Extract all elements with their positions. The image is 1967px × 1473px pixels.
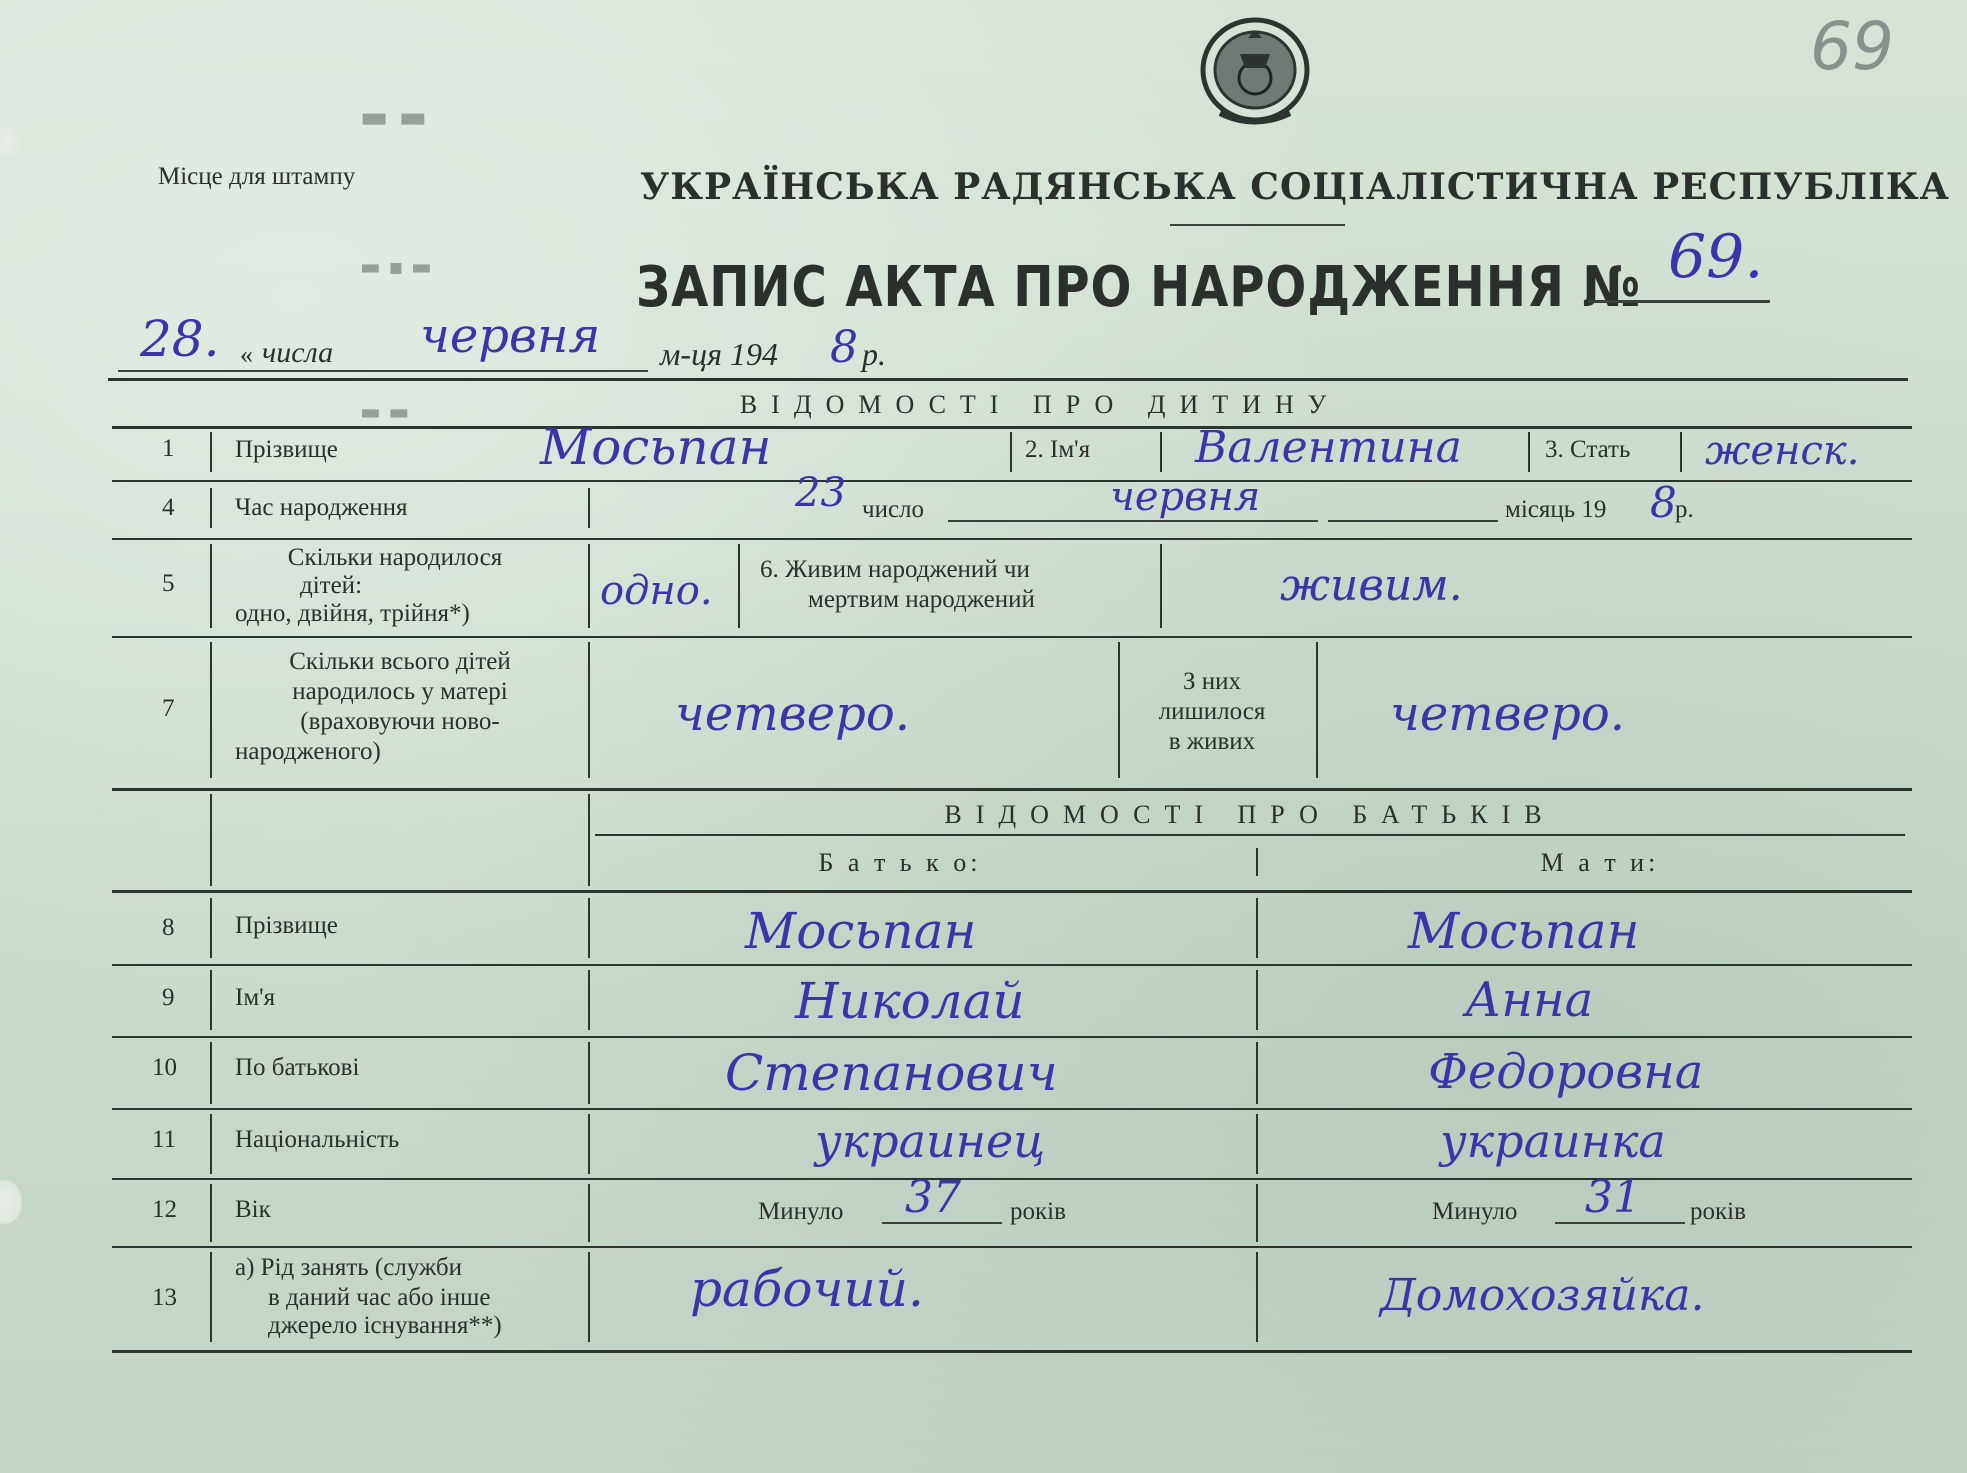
archive-sheet-number: 69 [1810,8,1894,85]
day-label: числа [262,336,334,369]
faded-stamp: ▬ ▪ ▬ [360,255,432,280]
column-divider [588,488,590,528]
column-divider [588,544,590,628]
row-number: 11 [152,1126,177,1153]
father-occupation-value: рабочий. [690,1260,924,1318]
registration-day-quote: « [240,340,253,369]
child-surname-label: Прізвище [235,436,338,463]
column-divider [210,544,212,628]
father-nationality-value: украинец [815,1114,1046,1168]
patronymic-label: По батькові [235,1054,360,1081]
column-divider [1256,1114,1258,1174]
children-count-value: одно. [600,568,713,614]
row-number: 7 [162,695,175,722]
children-count-label-2: дітей: [300,572,363,599]
column-divider [210,1184,212,1242]
column-divider [1316,642,1318,778]
row-rule [112,1178,1912,1180]
column-divider [1010,432,1012,472]
father-column-header: Б а т ь к о: [818,848,982,877]
row-number: 4 [162,494,175,521]
mother-surname-value: Мосьпан [1408,902,1640,960]
column-divider [210,488,212,528]
record-number: 69. [1668,222,1764,292]
column-divider [1118,642,1120,778]
surviving-value: четверо. [1390,686,1626,742]
birth-month-label: місяць 19 [1505,496,1607,523]
mother-patronymic-value: Федоровна [1428,1044,1704,1100]
row-number: 5 [162,570,175,597]
children-count-label-3: одно, двійня, трійня*) [235,600,470,627]
row-rule [112,538,1912,540]
father-age-value: 37 [905,1172,961,1223]
children-count-label-1: Скільки народилося [287,544,503,571]
row-rule [112,1246,1912,1248]
birth-day-value: 23 [795,470,846,516]
child-name-label: 2. Ім'я [1025,436,1091,463]
punch-hole [0,120,24,164]
parents-section-heading: ВІДОМОСТІ ПРО БАТЬКІВ [944,800,1556,829]
total-children-label-4: народженого) [235,738,381,765]
birth-day-label: число [862,496,925,523]
mother-occupation-value: Домохозяйка. [1380,1270,1705,1321]
surviving-label-2: лишилося [1158,698,1266,725]
surviving-label-3: в живих [1168,728,1256,755]
table-top-rule [108,378,1908,381]
column-divider [588,898,590,958]
section-rule [112,788,1912,791]
column-divider [1160,432,1162,472]
father-surname-value: Мосьпан [745,902,977,960]
column-divider [1256,1184,1258,1242]
republic-title: УКРАЇНСЬКА РАДЯНСЬКА СОЦІАЛІСТИЧНА РЕСПУБЛІКА [640,166,1950,208]
birth-month-value: червня [1110,474,1261,520]
column-divider [210,432,212,472]
child-section-heading: ВІДОМОСТІ ПРО ДИТИНУ [739,390,1341,419]
child-surname-value: Мосьпан [540,418,772,476]
column-divider [738,544,740,628]
column-divider [588,1042,590,1104]
faded-stamp: ▬ ▬ [360,400,410,425]
row-number: 13 [152,1284,177,1311]
punch-hole [0,1180,22,1224]
total-children-label-2: народилось у матері [292,678,508,705]
date-underline [118,370,648,372]
column-divider [210,1252,212,1342]
alive-born-label-1: 6. Живим народжений чи [760,556,1030,583]
title-rule [1170,224,1345,226]
mother-age-prefix: Минуло [1432,1198,1518,1225]
column-divider [210,794,212,886]
mother-age-underline [1555,1222,1685,1224]
row-rule [112,1036,1912,1038]
father-name-value: Николай [795,972,1025,1030]
faded-stamp: ▬ ▬ [360,100,428,135]
row-rule [595,834,1905,836]
column-divider [1256,1252,1258,1342]
mother-column-header: М а т и: [1540,848,1660,877]
row-number: 8 [162,914,175,941]
row-number: 12 [152,1196,177,1223]
row-rule [112,1108,1912,1110]
parent-surname-label: Прізвище [235,912,338,939]
column-divider [210,1114,212,1174]
father-age-suffix: років [1010,1198,1066,1225]
column-divider [1680,432,1682,472]
father-patronymic-value: Степанович [725,1044,1058,1102]
birth-month-underline [948,520,1318,522]
column-divider [1256,970,1258,1030]
year-suffix: р. [862,336,886,372]
column-divider [588,794,590,886]
column-divider [1256,848,1258,876]
mother-age-suffix: років [1690,1198,1746,1225]
birth-year-digit: 8 [1650,478,1677,527]
blank-underline [1328,520,1498,522]
nationality-label: Національність [235,1126,400,1153]
occupation-label-1: а) Рід занять (служби [235,1254,463,1281]
column-divider [588,970,590,1030]
month-label: м-ця 194 [660,336,778,372]
record-number-underline [1588,300,1770,303]
occupation-label-3: джерело існування**) [268,1312,502,1339]
column-divider [210,970,212,1030]
document-title: ЗАПИС АКТА ПРО НАРОДЖЕННЯ № [636,255,1642,320]
registration-month: червня [420,308,601,364]
mother-name-value: Анна [1465,972,1594,1028]
total-children-value: четверо. [675,686,911,742]
coat-of-arms-emblem [1190,8,1320,133]
child-sex-label: 3. Стать [1545,436,1631,463]
stamp-place-label: Місце для штампу [158,163,356,190]
child-sex-value: женск. [1705,428,1860,474]
column-divider [210,642,212,778]
column-divider [588,642,590,778]
column-divider [1256,898,1258,958]
birth-year-suffix: р. [1675,496,1694,523]
surviving-label-1: З них [1182,668,1242,695]
row-number: 10 [152,1054,177,1081]
row-rule [112,480,1912,482]
age-label: Вік [235,1196,271,1223]
column-divider [210,1042,212,1104]
registration-year-digit: 8 [830,322,858,373]
row-number: 1 [162,435,175,462]
mother-nationality-value: украинка [1440,1114,1666,1168]
registration-day: 28. [140,310,220,368]
row-rule [112,636,1912,638]
alive-born-label-2: мертвим народжений [808,586,1035,613]
column-divider [1528,432,1530,472]
column-divider [210,898,212,958]
total-children-label-3: (враховуючи ново- [300,708,500,735]
child-name-value: Валентина [1195,422,1462,473]
birth-time-label: Час народження [235,494,408,521]
row-rule [112,426,1912,429]
column-divider [1160,544,1162,628]
row-number: 9 [162,984,175,1011]
father-age-underline [882,1222,1002,1224]
column-divider [588,1252,590,1342]
parent-name-label: Ім'я [235,984,276,1011]
total-children-label-1: Скільки всього дітей [289,648,511,675]
alive-born-value: живим. [1280,560,1463,611]
row-rule [112,890,1912,893]
mother-age-value: 31 [1585,1172,1641,1223]
column-divider [588,1184,590,1242]
father-age-prefix: Минуло [758,1198,844,1225]
column-divider [588,1114,590,1174]
occupation-label-2: в даний час або інше [268,1284,491,1311]
column-divider [1256,1042,1258,1104]
row-rule [112,964,1912,966]
table-bottom-rule [112,1350,1912,1353]
